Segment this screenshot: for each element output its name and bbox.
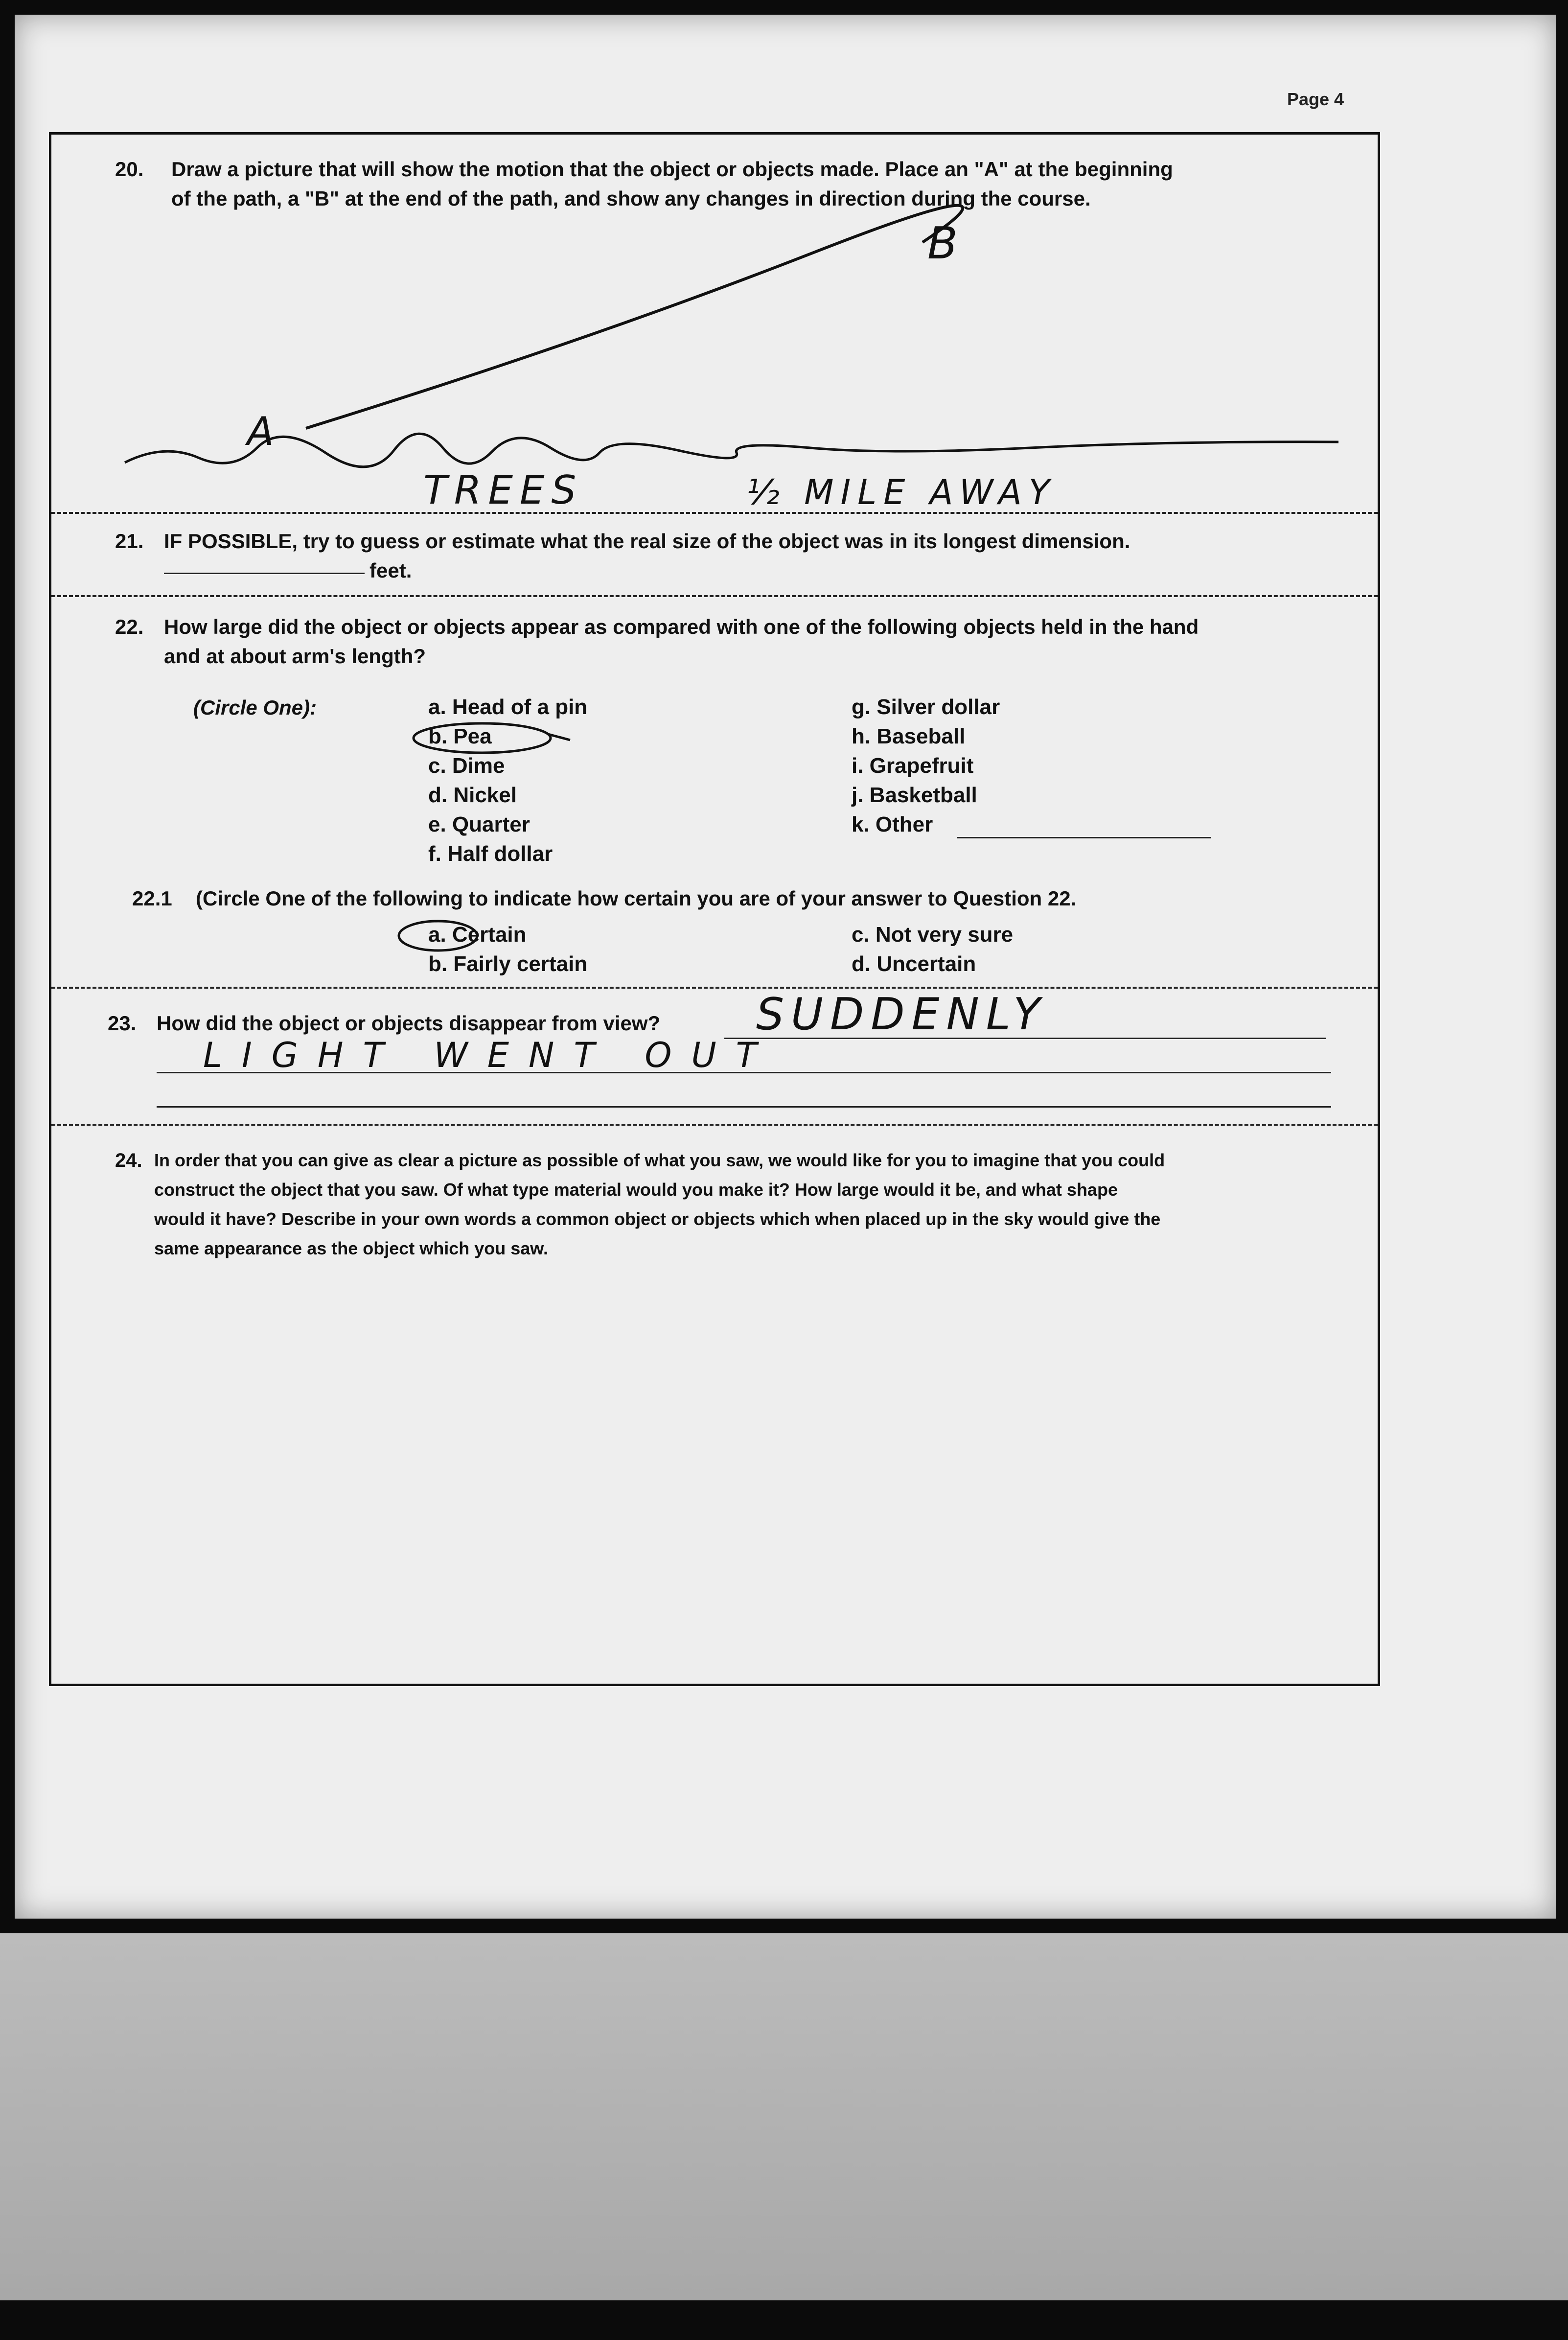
q22-1-number: 22.1 (132, 887, 172, 910)
underlying-page (0, 1933, 1568, 2300)
q20-text-line1: Draw a picture that will show the motion that the object or objects made. Place an "A" at the beginning (171, 158, 1173, 181)
size-option[interactable]: k. Other (852, 812, 933, 836)
q24-answer-area[interactable] (125, 1282, 1299, 1664)
q24-text-line3: would it have? Describe in your own words a common object or objects which when placed up in the sky would give the (154, 1209, 1161, 1229)
size-option[interactable]: a. Head of a pin (428, 695, 588, 719)
question-20-section (51, 135, 1378, 514)
size-option[interactable]: f. Half dollar (428, 842, 553, 866)
mark-a: A (247, 409, 281, 454)
certainty-option[interactable]: b. Fairly certain (428, 952, 588, 976)
size-option[interactable]: c. Dime (428, 754, 505, 778)
q21-number: 21. (115, 530, 144, 553)
q24-number: 24. (115, 1150, 142, 1171)
q20-number: 20. (115, 158, 144, 181)
handwritten-trees: TREES (423, 467, 583, 513)
q24-text-line4: same appearance as the object which you saw. (154, 1238, 548, 1258)
certainty-option[interactable]: a. Certain (428, 923, 527, 947)
q22-text-line1: How large did the object or objects appear as compared with one of the following objects held in the hand (164, 615, 1199, 638)
q22-number: 22. (115, 615, 144, 638)
size-option[interactable]: g. Silver dollar (852, 695, 1000, 719)
question-24-section (51, 1126, 1378, 1684)
answer-suddenly: SUDDENLY (756, 989, 1047, 1040)
certainty-option[interactable]: d. Uncertain (852, 952, 976, 976)
q23-number: 23. (108, 1012, 137, 1035)
q23-text: How did the object or objects disappear from view? (157, 1012, 661, 1035)
mark-b: B (927, 218, 965, 269)
q23-answer-line-3[interactable] (157, 1106, 1331, 1108)
q21-unit: feet. (369, 559, 412, 582)
certainty-option[interactable]: c. Not very sure (852, 923, 1014, 947)
q20-text-line2: of the path, a "B" at the end of the path, and show any changes in direction during the course. (171, 187, 1091, 210)
selection-circles (51, 597, 1378, 989)
size-answer-line[interactable] (164, 573, 365, 574)
q22-1-text: (Circle One of the following to indicate how certain you are of your answer to Question 22. (196, 887, 1077, 910)
questionnaire-box (49, 132, 1380, 1686)
q24-text-line1: In order that you can give as clear a picture as possible of what you saw, we would like for you to imagine that you could (154, 1150, 1165, 1170)
size-option[interactable]: e. Quarter (428, 812, 530, 836)
question-21-section (51, 514, 1378, 597)
size-option[interactable]: i. Grapefruit (852, 754, 974, 778)
size-option[interactable]: b. Pea (428, 724, 492, 748)
size-option[interactable]: d. Nickel (428, 783, 517, 807)
question-23-section (51, 989, 1378, 1126)
q22-text-line2: and at about arm's length? (164, 645, 426, 668)
q21-text: IF POSSIBLE, try to guess or estimate what the real size of the object was in its longest dimension. (164, 530, 1130, 553)
circle-one-label: (Circle One): (193, 696, 317, 719)
size-option[interactable]: j. Basketball (852, 783, 977, 807)
question-22-section (51, 597, 1378, 989)
q24-text-line2: construct the object that you saw. Of what type material would you make it? How large would it be, and what shape (154, 1180, 1118, 1200)
handwritten-distance: ½ MILE AWAY (746, 472, 1057, 512)
motion-drawing (51, 135, 1378, 514)
answer-light-went-out: LIGHT WENT OUT (203, 1035, 777, 1075)
page-number: Page 4 (1287, 89, 1344, 109)
size-option[interactable]: h. Baseball (852, 724, 966, 748)
